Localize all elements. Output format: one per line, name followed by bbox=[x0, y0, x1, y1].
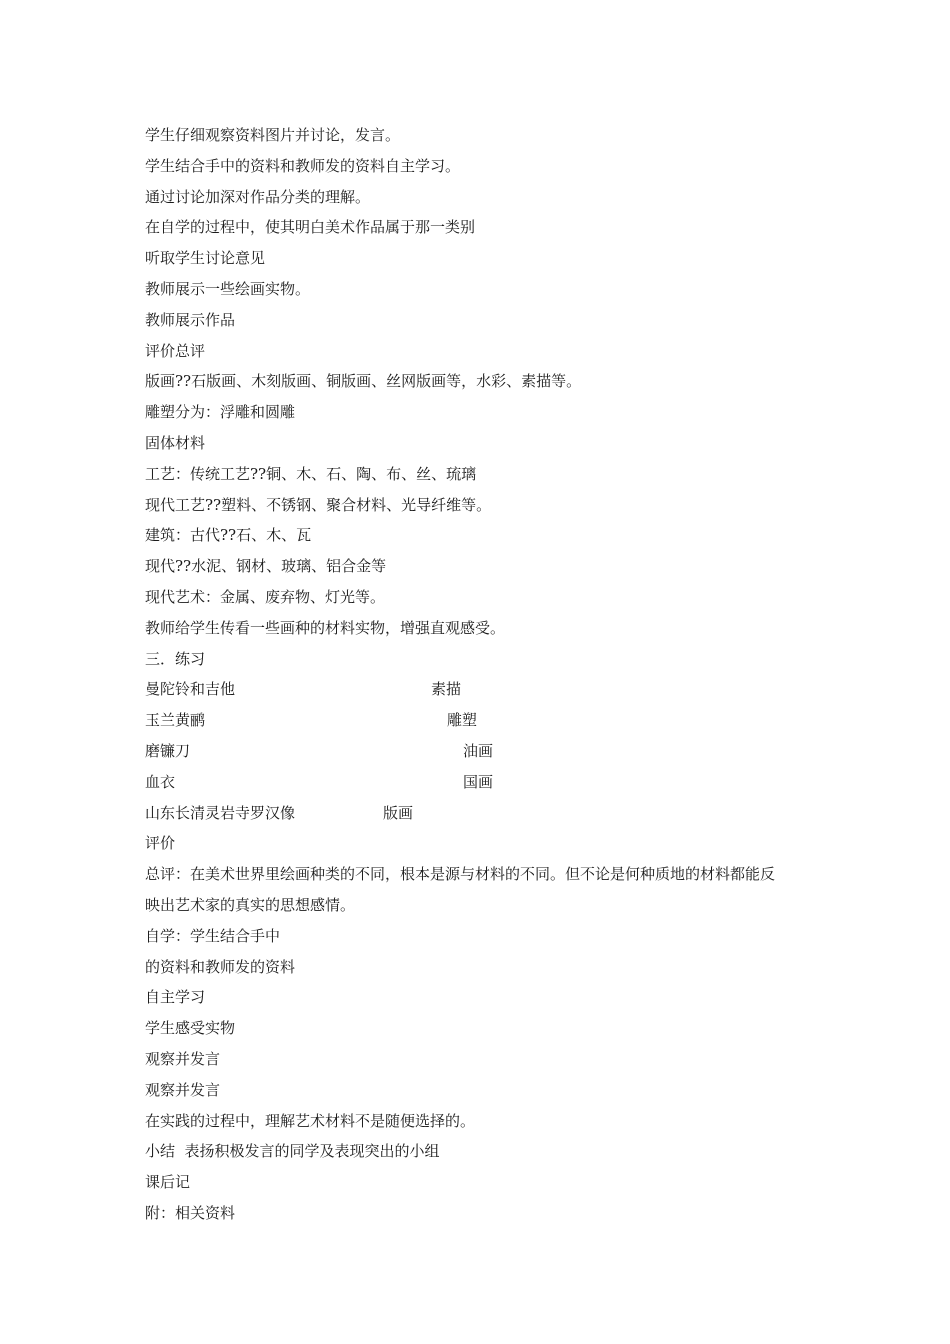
exercise-row bbox=[145, 767, 825, 798]
section-heading-exercise: 三．练习 bbox=[145, 649, 206, 668]
text-line: 小结 表扬积极发言的同学及表现突出的小组 bbox=[145, 1142, 440, 1161]
exercise-category: 素描 bbox=[431, 680, 462, 699]
text-line: 通过讨论加深对作品分类的理解。 bbox=[145, 187, 371, 206]
document-body bbox=[145, 120, 825, 1229]
exercise-row bbox=[145, 674, 825, 705]
summary-line: 总评：在美术世界里绘画种类的不同，根本是源与材料的不同。但不论是何种质地的材料都能反 bbox=[145, 865, 776, 884]
text-line: 观察并发言 bbox=[145, 1080, 221, 1099]
text-line: 的资料和教师发的资料 bbox=[145, 957, 296, 976]
evaluation-label: 评价 bbox=[145, 834, 176, 853]
exercise-artwork: 血衣 bbox=[145, 772, 176, 791]
text-line: 附：相关资料 bbox=[145, 1203, 236, 1222]
text-line: 学生结合手中的资料和教师发的资料自主学习。 bbox=[145, 156, 461, 175]
text-line: 雕塑分为：浮雕和圆雕 bbox=[145, 403, 296, 422]
text-line: 学生感受实物 bbox=[145, 1019, 236, 1038]
text-line: 建筑：古代??石、木、瓦 bbox=[145, 526, 312, 545]
exercise-row bbox=[145, 736, 825, 767]
text-line: 自主学习 bbox=[145, 988, 206, 1007]
text-line: 现代??水泥、钢材、玻璃、铝合金等 bbox=[145, 557, 387, 576]
text-line: 在自学的过程中，使其明白美术作品属于那一类别 bbox=[145, 218, 476, 237]
text-line: 教师给学生传看一些画种的材料实物，增强直观感受。 bbox=[145, 618, 506, 637]
text-line: 版画??石版画、木刻版画、铜版画、丝网版画等，水彩、素描等。 bbox=[145, 372, 582, 391]
exercise-category: 雕塑 bbox=[447, 711, 478, 730]
text-line: 课后记 bbox=[145, 1173, 191, 1192]
text-line: 现代工艺??塑料、不锈钢、聚合材料、光导纤维等。 bbox=[145, 495, 492, 514]
text-line: 现代艺术：金属、废弃物、灯光等。 bbox=[145, 587, 386, 606]
text-line: 教师展示作品 bbox=[145, 310, 236, 329]
exercise-artwork: 磨镰刀 bbox=[145, 741, 191, 760]
exercise-artwork: 玉兰黄鹂 bbox=[145, 711, 206, 730]
exercise-artwork: 山东长清灵岩寺罗汉像 bbox=[145, 803, 296, 822]
text-line: 自学：学生结合手中 bbox=[145, 926, 281, 945]
summary-line: 映出艺术家的真实的思想感情。 bbox=[145, 895, 356, 914]
exercise-row bbox=[145, 798, 825, 829]
text-line: 观察并发言 bbox=[145, 1049, 221, 1068]
text-line: 工艺：传统工艺??铜、木、石、陶、布、丝、琉璃 bbox=[145, 464, 477, 483]
text-line: 评价总评 bbox=[145, 341, 206, 360]
text-line: 教师展示一些绘画实物。 bbox=[145, 279, 311, 298]
text-line: 固体材料 bbox=[145, 433, 206, 452]
exercise-category: 油画 bbox=[463, 741, 494, 760]
text-line: 学生仔细观察资料图片并讨论，发言。 bbox=[145, 126, 401, 144]
exercise-artwork: 曼陀铃和吉他 bbox=[145, 680, 236, 699]
exercise-row bbox=[145, 705, 825, 736]
text-line: 在实践的过程中，理解艺术材料不是随便选择的。 bbox=[145, 1111, 476, 1130]
exercise-category: 版画 bbox=[383, 803, 414, 822]
exercise-category: 国画 bbox=[463, 772, 494, 791]
text-line: 听取学生讨论意见 bbox=[145, 249, 266, 268]
